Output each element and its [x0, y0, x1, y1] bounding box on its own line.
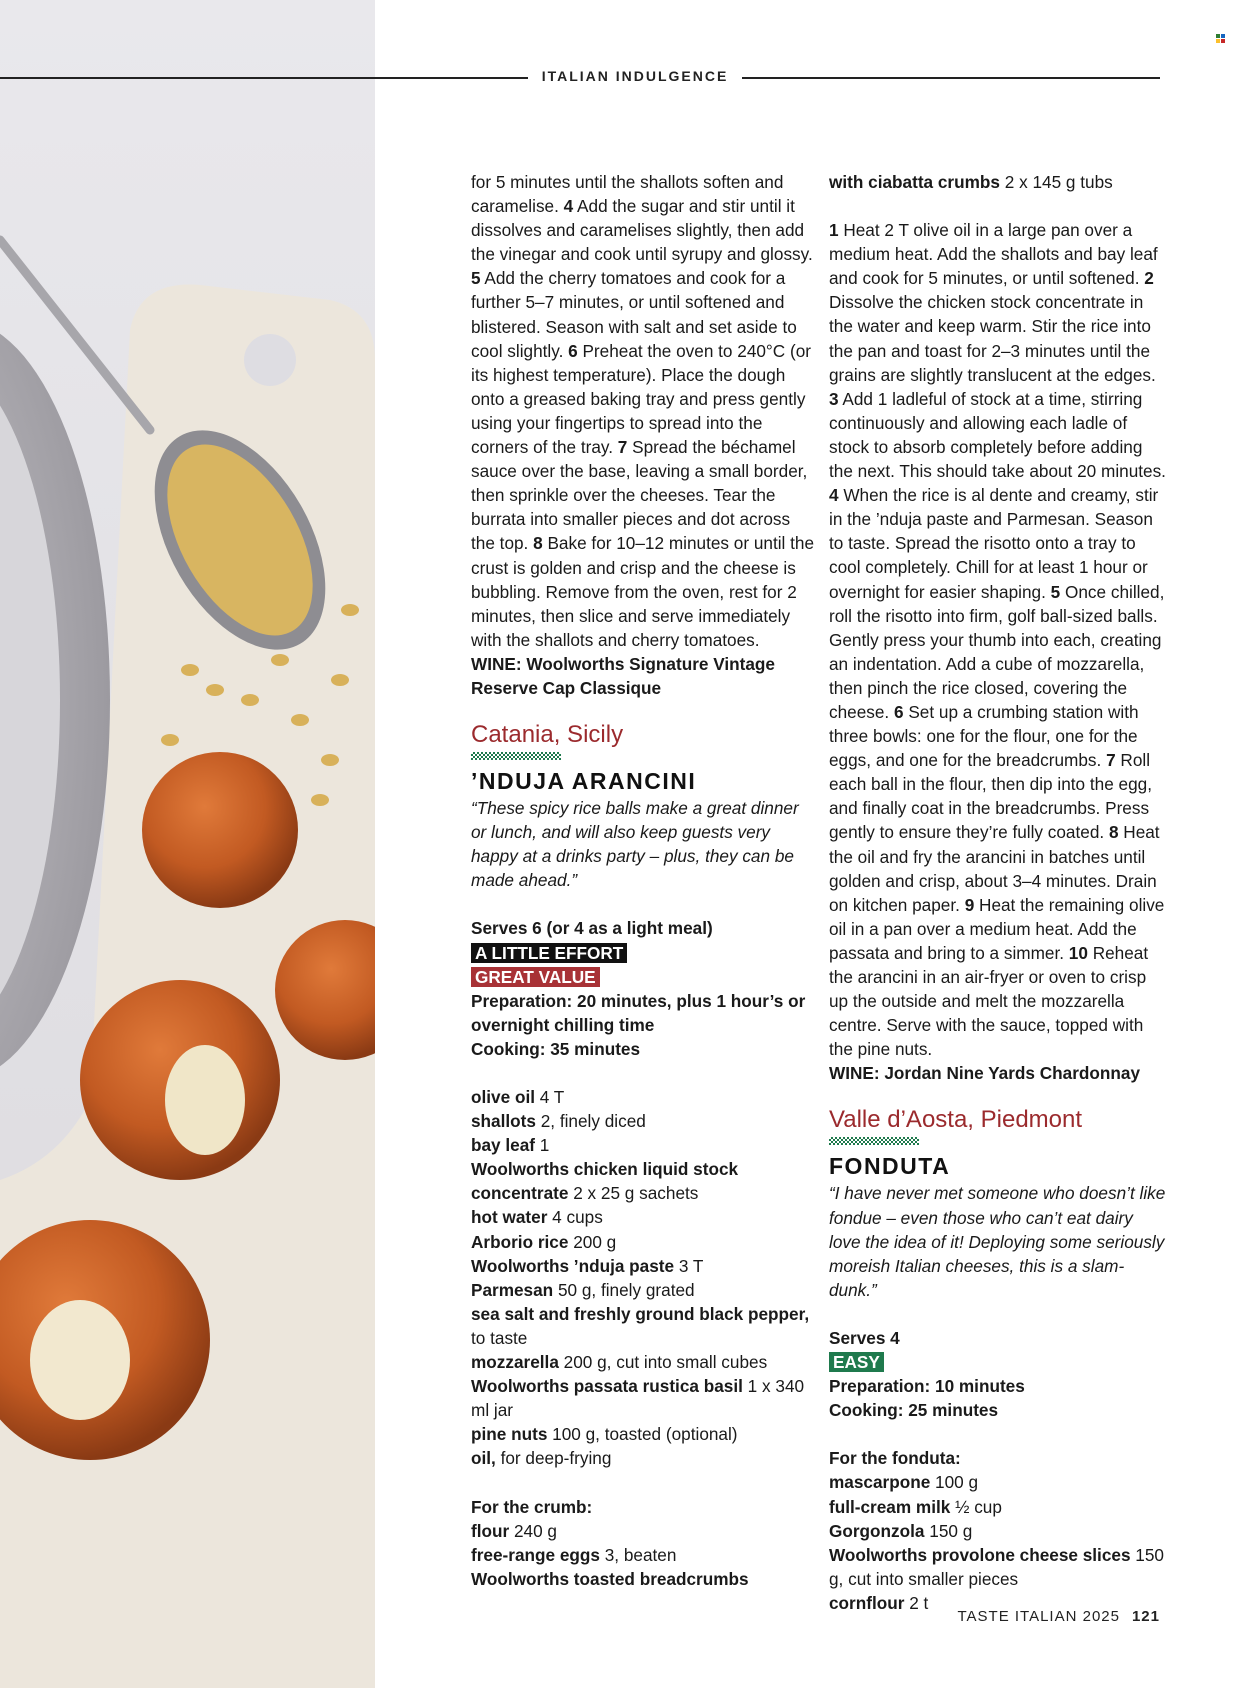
header-rule-right [742, 77, 1160, 79]
left-column [471, 170, 816, 1591]
ingredient-name: cornflour [829, 1592, 905, 1613]
ingredient-name: Woolworths passata rustica basil [471, 1376, 743, 1397]
method-text: Heat the remaining olive oil in a pan over a medium heat. Add the passata and bring to a simmer. [829, 894, 1165, 963]
step-number: 5 [471, 268, 481, 289]
ingredient-item [471, 1085, 816, 1109]
arancini-title: ’NDUJA ARANCINI [471, 768, 697, 795]
method-text: Preheat the oven to 240°C (or its highest temperature). Place the dough onto a greased baking tray and press gently using your fingertips to spread into the corners of the tray. [471, 340, 812, 458]
ingredient-item [471, 1109, 816, 1133]
ingredient-name: free-range eggs [471, 1544, 600, 1565]
method-text: Bake for 10–12 minutes or until the crust is golden and crisp and the cheese is bubbling. Remove from the oven, rest for 2 minutes, then slice and serve immediately with the shallots and cherry tomatoes. [471, 533, 815, 650]
ingredient-item [471, 1278, 816, 1302]
step-number: 5 [1050, 581, 1061, 602]
ingredient-name: shallots [471, 1111, 536, 1132]
ingredient-qty: 4 T [535, 1087, 565, 1107]
ingredient-name: Gorgonzola [829, 1520, 925, 1541]
arancini-quote: “These spicy rice balls make a great dinner or lunch, and will also keep guests very happy at a drinks party – plus, they can be made ahead.” [471, 798, 799, 891]
ingredient-item [471, 1157, 816, 1205]
method-text: Reheat the arancini in an air-fryer or oven to crisp up the outside and melt the mozzarella centre. Serve with the sauce, topped with the pine nuts. [829, 942, 1149, 1060]
ingredient-item [829, 1495, 1169, 1519]
method-text: When the rice is al dente and creamy, stir in the ’nduja paste and Parmesan. Season to taste. Spread the risotto onto a tray to cool completely. Chill for at least 1 hour or overnight for easier shaping. [829, 485, 1159, 602]
method-text: Roll each ball in the flour, then dip into the egg, and finally coat in the breadcrumbs. Press gently to ensure they’re fully coated. [829, 750, 1152, 843]
step-number: 7 [617, 437, 628, 458]
food-photo [0, 0, 375, 1688]
ingredient-qty: 1 x 340 ml jar [471, 1376, 805, 1421]
ingredient-item [471, 1446, 816, 1470]
effort-badge: A LITTLE EFFORT [471, 943, 627, 963]
method-text: Add the sugar and stir until it dissolves and caramelises slightly, then add the vinegar and cook until syrupy and glossy. [471, 196, 813, 265]
fonduta-heading: For the fonduta: [829, 1448, 961, 1469]
step-number: 8 [1108, 822, 1119, 843]
ingredient-item [829, 1470, 1169, 1494]
ingredient-name: flour [471, 1520, 510, 1541]
method-text: Heat 2 T olive oil in a large pan over a medium heat. Add the shallots and bay leaf and cook for 5 minutes, or until softened. [829, 220, 1158, 289]
step-number: 6 [893, 701, 904, 722]
method-text: Add the cherry tomatoes and cook for a further 5–7 minutes, or until softened and blistered. Season with salt and set aside to cool slightly. [471, 268, 797, 361]
step-number: 2 [1144, 268, 1154, 289]
ingredient-item [471, 1230, 816, 1254]
ingredient-name: Arborio rice [471, 1231, 569, 1252]
method-text: Once chilled, roll the risotto into firm, golf ball-sized balls. Gently press your thumb into each, creating an indentation. Add a cube of mozzarella, then pinch the rice closed, covering the cheese. [829, 581, 1165, 722]
ingredient-item [471, 1133, 816, 1157]
step-number: 1 [829, 220, 839, 241]
ingredient-name: pine nuts [471, 1424, 548, 1445]
page-number: 121 [1131, 1608, 1160, 1625]
fonduta-ingredients [829, 1470, 1169, 1615]
fonduta-serves: Serves 4 [829, 1327, 900, 1348]
step-number: 8 [533, 533, 543, 554]
arancini-serves: Serves 6 (or 4 as a light meal) [471, 918, 713, 939]
right-column [829, 170, 1169, 1615]
ingredient-name: Parmesan [471, 1279, 554, 1300]
ingredient-name: with ciabatta crumbs [829, 172, 1000, 192]
ingredient-qty: 50 g, finely grated [553, 1279, 695, 1300]
ingredient-name: Woolworths toasted breadcrumbs [471, 1568, 749, 1589]
arancini-illustration [0, 0, 375, 1688]
arancini-region: Catania, Sicily [471, 721, 624, 749]
value-badge: GREAT VALUE [471, 967, 600, 987]
ingredient-item [471, 1302, 816, 1350]
arancini-cook-time: Cooking: 35 minutes [471, 1038, 641, 1059]
green-checker-divider [829, 1137, 919, 1145]
ingredient-item [471, 1422, 816, 1446]
ingredient-qty: 100 g [930, 1472, 979, 1493]
ingredient-qty: 200 g, cut into small cubes [558, 1352, 768, 1373]
ingredient-qty: 240 g [509, 1520, 557, 1541]
arancini-method [829, 218, 1169, 1061]
step-number: 9 [964, 894, 975, 915]
step-number: 7 [1106, 750, 1116, 771]
method-text: Add 1 ladleful of stock at a time, stirring continuously and allowing each ladle of stock to absorb completely before adding the next. This should take about 20 minutes. [829, 388, 1166, 482]
arancini-wine-pairing: WINE: Jordan Nine Yards Chardonnay [829, 1063, 1141, 1084]
pizza-method-continued [471, 170, 816, 652]
method-text: Heat the oil and fry the arancini in batches until golden and crisp, about 3–4 minutes. Drain on kitchen paper. [829, 822, 1160, 915]
ingredient-name: Woolworths ’nduja paste [471, 1255, 675, 1276]
crumb-ingredients [471, 1519, 816, 1591]
arancini-ingredients [471, 1085, 816, 1471]
easy-badge: EASY [829, 1352, 884, 1372]
ingredient-qty: 2 x 145 g tubs [999, 172, 1113, 192]
ingredient-name: bay leaf [471, 1135, 536, 1156]
ingredient-qty: ½ cup [950, 1496, 1002, 1517]
ingredient-qty: 2, finely diced [535, 1111, 646, 1132]
ingredient-qty: 2 x 25 g sachets [568, 1183, 699, 1204]
ingredient-qty: 4 cups [547, 1207, 603, 1228]
ingredient-item [471, 1519, 816, 1543]
ingredient-qty: 2 t [904, 1592, 929, 1613]
ingredient-name: Woolworths provolone cheese slices [829, 1544, 1131, 1565]
ingredient-name: Woolworths chicken liquid stock concentrate [471, 1159, 739, 1204]
magazine-name: TASTE ITALIAN 2025 [957, 1608, 1120, 1625]
method-text: Spread the béchamel sauce over the base, leaving a small border, then sprinkle over the cheeses. Tear the burrata into smaller pieces and dot across the top. [471, 437, 808, 554]
woolworths-logo-icon [1216, 34, 1225, 43]
ingredient-item [471, 1254, 816, 1278]
ingredient-qty: 3, beaten [599, 1544, 677, 1565]
ingredient-item [471, 1567, 816, 1591]
method-text: Set up a crumbing station with three bowls: one for the flour, one for the eggs, and one for the breadcrumbs. [829, 701, 1139, 771]
step-number: 4 [563, 196, 574, 217]
ingredient-name: oil, [471, 1448, 496, 1469]
ingredient-qty: 3 T [674, 1255, 704, 1276]
header-rule-left [0, 77, 528, 79]
fonduta-region: Valle d’Aosta, Piedmont [829, 1106, 1083, 1134]
fonduta-cook-time: Cooking: 25 minutes [829, 1400, 999, 1421]
ingredient-name: mozzarella [471, 1352, 559, 1373]
ingredient-qty: 1 [535, 1135, 550, 1156]
ingredient-qty: for deep-frying [495, 1448, 612, 1469]
ingredient-qty: to taste [471, 1327, 528, 1348]
fonduta-quote: “I have never met someone who doesn’t like fondue – even those who can’t eat dairy love the idea of it! Deploying some seriously moreish Italian cheeses, this is a slam-dunk.” [829, 1183, 1166, 1300]
pizza-wine-pairing: WINE: Woolworths Signature Vintage Reserve Cap Classique [471, 653, 775, 698]
method-text: Dissolve the chicken stock concentrate in the water and keep warm. Stir the rice into the pan and toast for 2–3 minutes until the grains are slightly translucent at the edges. [829, 292, 1156, 385]
ingredient-name: mascarpone [829, 1472, 931, 1493]
page-footer [957, 1608, 1160, 1625]
step-number: 6 [568, 340, 578, 361]
ingredient-item [829, 1543, 1169, 1591]
ingredient-item [471, 1205, 816, 1229]
ingredient-qty: 150 g, cut into smaller pieces [829, 1544, 1164, 1589]
ingredient-name: olive oil [471, 1087, 535, 1107]
ingredient-item [471, 1374, 816, 1422]
ingredient-qty: 100 g, toasted (optional) [547, 1424, 738, 1445]
crumb-ingredient-continued [829, 170, 1169, 194]
ingredient-item [829, 1519, 1169, 1543]
fonduta-title: FONDUTA [829, 1153, 951, 1180]
crumb-heading: For the crumb: [471, 1496, 593, 1517]
method-text: for 5 minutes until the shallots soften and caramelise. [471, 172, 784, 217]
step-number: 3 [829, 388, 839, 409]
fonduta-prep-time: Preparation: 10 minutes [829, 1376, 1025, 1397]
ingredient-item [471, 1350, 816, 1374]
ingredient-name: full-cream milk [829, 1496, 951, 1517]
ingredient-qty: 200 g [568, 1231, 617, 1252]
ingredient-name: hot water [471, 1207, 548, 1228]
step-number: 4 [829, 485, 839, 506]
green-checker-divider [471, 752, 561, 760]
arancini-prep-time: Preparation: 20 minutes, plus 1 hour’s or overnight chilling time [471, 990, 806, 1035]
ingredient-qty: 150 g [924, 1520, 973, 1541]
step-number: 10 [1068, 942, 1088, 963]
section-label: ITALIAN INDULGENCE [541, 68, 729, 84]
ingredient-name: sea salt and freshly ground black pepper, [471, 1303, 810, 1324]
ingredient-item [471, 1543, 816, 1567]
